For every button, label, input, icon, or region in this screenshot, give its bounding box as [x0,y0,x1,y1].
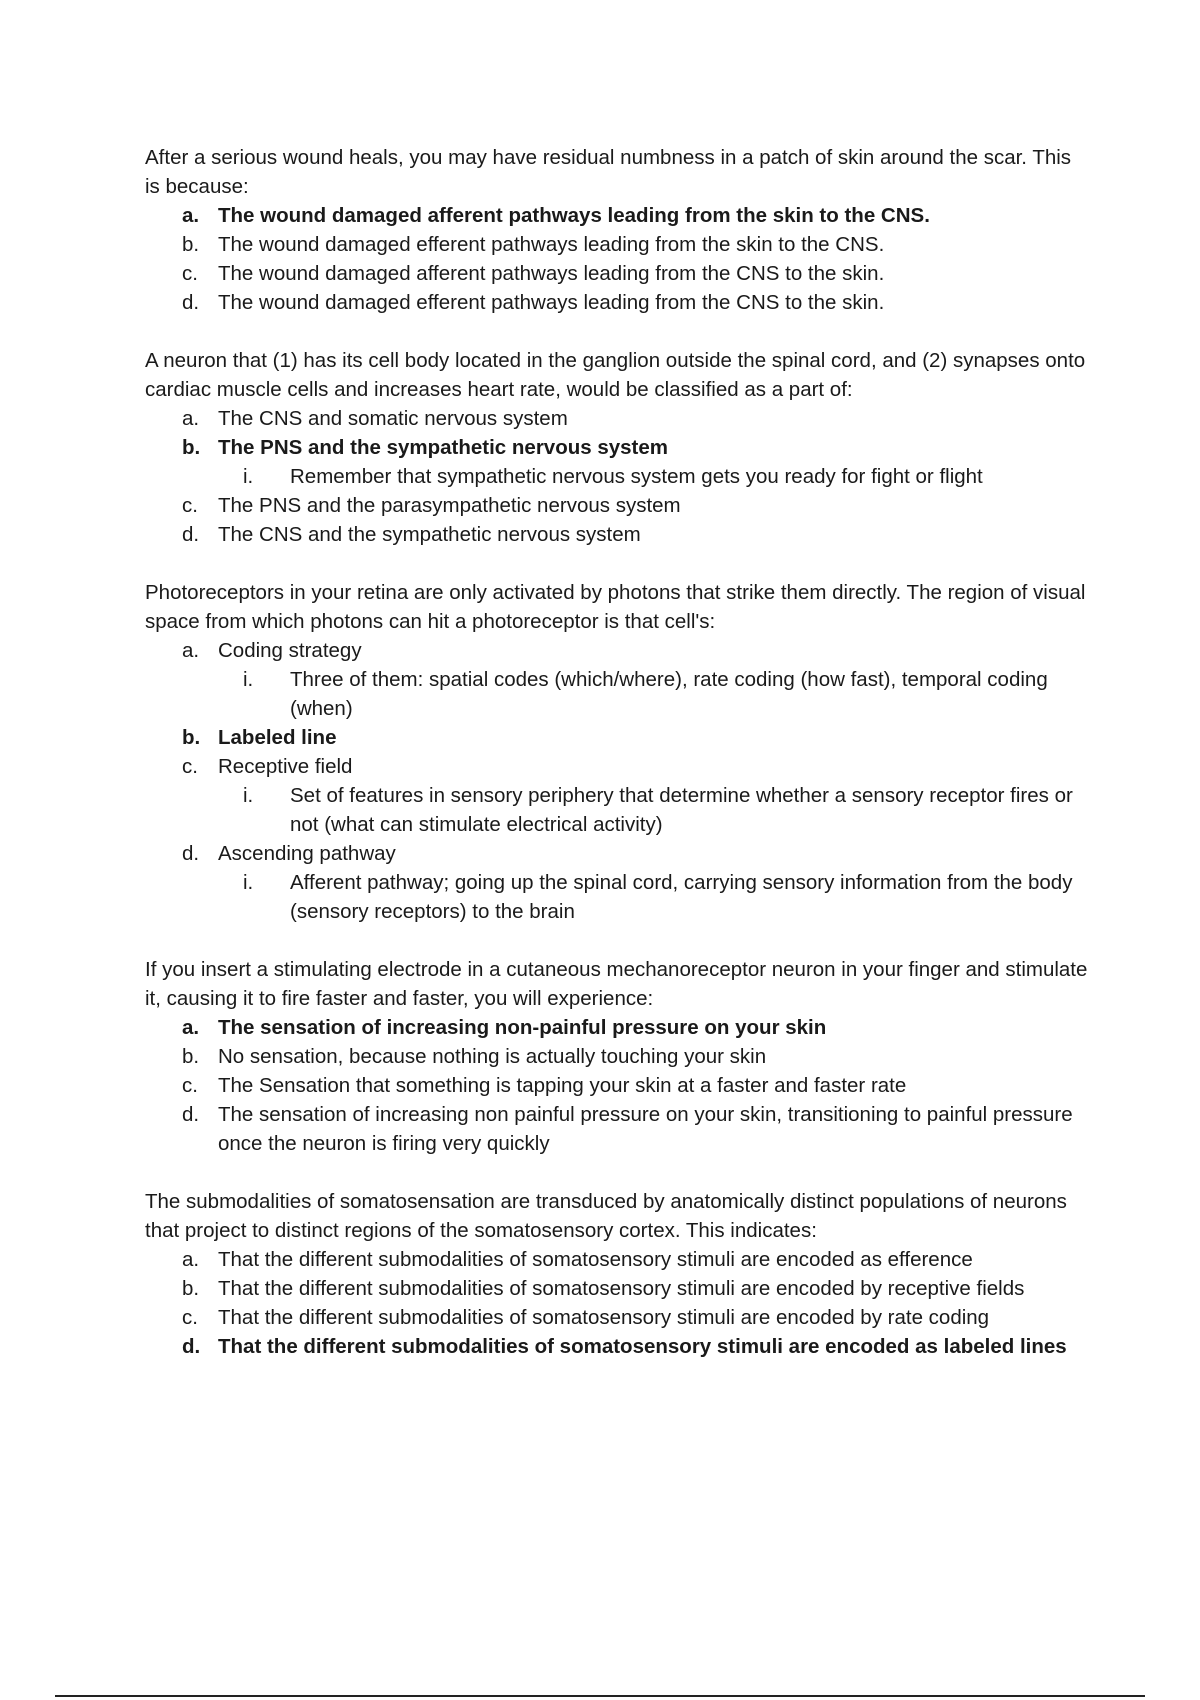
option-marker: d. [182,842,200,865]
option-text: The wound damaged efferent pathways leading from the CNS to the skin. [218,291,885,314]
option-marker: a. [182,1016,200,1039]
document-page [145,143,1090,1390]
option-note [145,462,1090,491]
note-marker: i. [243,465,254,488]
option-marker: b. [182,436,201,459]
option-marker: a. [182,407,200,430]
answer-option-correct [145,1013,1090,1042]
question-4 [145,955,1090,1158]
option-marker: c. [182,1306,198,1329]
answer-option-correct [145,723,1090,752]
option-marker: c. [182,755,198,778]
question-2 [145,346,1090,549]
answer-option [145,259,1090,288]
option-marker: d. [182,523,200,546]
answer-option [145,230,1090,259]
option-marker: d. [182,1335,201,1358]
question-1 [145,143,1090,317]
answer-option [145,1100,1090,1158]
option-note [145,665,1090,723]
answer-option-correct [145,1332,1090,1361]
note-marker: i. [243,668,254,691]
note-text: Afferent pathway; going up the spinal cord, carrying sensory information from the body (sensory receptors) to the brain [290,871,1073,923]
option-text: The CNS and the sympathetic nervous system [218,523,641,546]
option-text: The wound damaged afferent pathways leading from the CNS to the skin. [218,262,885,285]
option-text: That the different submodalities of somatosensory stimuli are encoded as labeled lines [218,1335,1067,1358]
note-marker: i. [243,871,254,894]
option-marker: c. [182,1074,198,1097]
option-text: The wound damaged afferent pathways leading from the skin to the CNS. [218,204,930,227]
question-stem: After a serious wound heals, you may have residual numbness in a patch of skin around the scar. This is because: [145,146,1072,198]
option-text: That the different submodalities of somatosensory stimuli are encoded by receptive fields [218,1277,1025,1300]
answer-options [145,1245,1090,1361]
question-stem: A neuron that (1) has its cell body located in the ganglion outside the spinal cord, and (2) synapses onto cardiac muscle cells and increases heart rate, would be classified as a part of: [145,349,1086,401]
option-text: That the different submodalities of somatosensory stimuli are encoded as efference [218,1248,973,1271]
answer-option [145,752,1090,781]
option-text: The CNS and somatic nervous system [218,407,568,430]
question-3 [145,578,1090,926]
option-marker: b. [182,233,200,256]
option-marker: c. [182,262,198,285]
question-stem: Photoreceptors in your retina are only activated by photons that strike them directly. The region of visual space from which photons can hit a photoreceptor is that cell's: [145,581,1086,633]
page-bottom-rule [55,1695,1145,1697]
option-text: Labeled line [218,726,337,749]
option-text: The PNS and the parasympathetic nervous system [218,494,681,517]
option-marker: c. [182,494,198,517]
option-text: Ascending pathway [218,842,396,865]
answer-option [145,1303,1090,1332]
answer-option-correct [145,433,1090,462]
option-text: The sensation of increasing non-painful pressure on your skin [218,1016,827,1039]
option-text: The Sensation that something is tapping your skin at a faster and faster rate [218,1074,907,1097]
answer-option [145,1071,1090,1100]
option-text: No sensation, because nothing is actually touching your skin [218,1045,767,1068]
option-text: The wound damaged efferent pathways leading from the skin to the CNS. [218,233,885,256]
option-text: That the different submodalities of somatosensory stimuli are encoded by rate coding [218,1306,990,1329]
option-text: The sensation of increasing non painful pressure on your skin, transitioning to painful pressure once the neuron is firing very quickly [218,1103,1073,1155]
note-marker: i. [243,784,254,807]
option-marker: b. [182,1277,200,1300]
option-marker: b. [182,1045,200,1068]
answer-option [145,839,1090,868]
option-marker: d. [182,1103,200,1126]
answer-options [145,1013,1090,1158]
note-text: Set of features in sensory periphery that determine whether a sensory receptor fires or not (what can stimulate electrical activity) [290,784,1073,836]
question-stem: If you insert a stimulating electrode in a cutaneous mechanoreceptor neuron in your finger and stimulate it, causing it to fire faster and faster, you will experience: [145,958,1088,1010]
question-stem: The submodalities of somatosensation are transduced by anatomically distinct populations of neurons that project to distinct regions of the somatosensory cortex. This indicates: [145,1190,1067,1242]
answer-option [145,491,1090,520]
answer-option [145,1274,1090,1303]
option-marker: a. [182,204,200,227]
answer-option [145,520,1090,549]
answer-options [145,201,1090,317]
note-text: Remember that sympathetic nervous system gets you ready for fight or flight [290,465,983,488]
option-note [145,781,1090,839]
option-marker: d. [182,291,200,314]
answer-option [145,1245,1090,1274]
option-marker: a. [182,1248,200,1271]
answer-option [145,404,1090,433]
answer-options [145,636,1090,926]
answer-option-correct [145,201,1090,230]
option-text: Coding strategy [218,639,362,662]
option-note [145,868,1090,926]
option-marker: b. [182,726,201,749]
answer-option [145,1042,1090,1071]
answer-options [145,404,1090,549]
note-text: Three of them: spatial codes (which/where), rate coding (how fast), temporal coding (when) [290,668,1048,720]
answer-option [145,636,1090,665]
question-5 [145,1187,1090,1361]
answer-option [145,288,1090,317]
option-text: The PNS and the sympathetic nervous system [218,436,668,459]
option-text: Receptive field [218,755,353,778]
option-marker: a. [182,639,200,662]
